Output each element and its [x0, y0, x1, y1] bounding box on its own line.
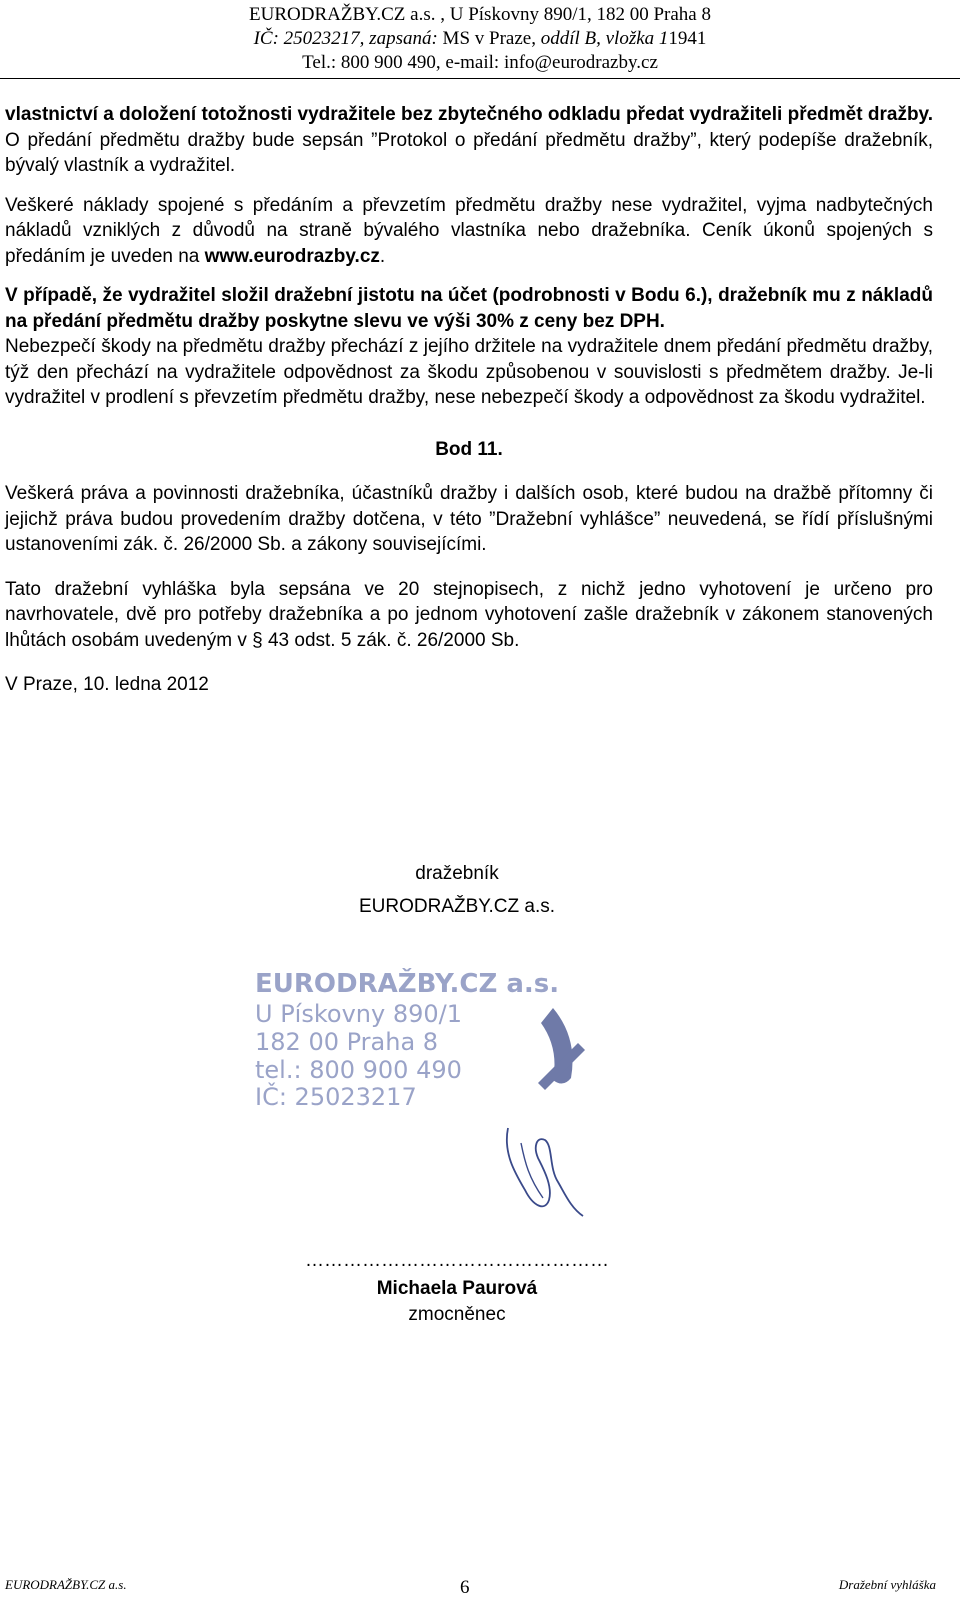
header-reg-d: 1941	[668, 28, 707, 49]
company-stamp	[253, 968, 633, 1218]
stamp-emblem	[538, 1008, 585, 1090]
paragraph-risk: Nebezpečí škody na předmětu dražby přechází z jejího držitele na vydražitele dnem předání předmětu dražby, týž den přechází na vydražitele odpovědnost za škodu způsobenou v souvislosti s předmětem dražby. Je-li vydražitel v prodlení s převzetím předmětu dražby, nese nebezpečí škody a odpovědnost za škodu vydražitel.	[5, 336, 933, 408]
paragraph-costs-end: .	[379, 245, 386, 267]
header-reg-b: MS v Praze,	[442, 28, 541, 49]
stamp-line-1: EURODRAŽBY.CZ a.s.	[255, 969, 560, 999]
document-body	[5, 102, 933, 698]
header-reg-c: oddíl B, vložka 1	[540, 28, 669, 49]
signature-company: EURODRAŽBY.CZ a.s.	[358, 896, 556, 917]
header-company-line: EURODRAŽBY.CZ a.s. , U Pískovny 890/1, 182 00 Praha 8	[249, 4, 711, 25]
stamp-line-3: 182 00 Praha 8	[255, 1028, 439, 1056]
signatory-title: zmocněnec	[408, 1304, 506, 1325]
header-registration-line	[0, 27, 960, 51]
paragraph-costs	[5, 193, 933, 270]
page-header	[0, 0, 960, 75]
paragraph-discount: V případě, že vydražitel složil dražební jistotu na účet (podrobnosti v Bodu 6.), dražebník mu z nákladů na předání předmětu dražby poskytne slevu ve výši 30% z ceny bez DPH.	[5, 285, 933, 332]
signatory-name: Michaela Paurová	[376, 1278, 538, 1299]
place-date: V Praze, 10. ledna 2012	[5, 674, 209, 695]
handwritten-signature	[507, 1128, 583, 1216]
footer-document-title: Dražební vyhláška	[838, 1577, 936, 1592]
section-title: Bod 11.	[435, 438, 503, 460]
paragraph-costs-text: Veškeré náklady spojené s předáním a převzetím předmětu dražby nese vydražitel, vyjma nadbytečných nákladů vzniklých z důvodů na straně bývalého vlastníka nebo dražebníka. Ceník úkonů spojených s předáním je uveden na	[5, 194, 933, 267]
paragraph-handover	[5, 102, 933, 179]
paragraph-handover-rest: O předání předmětu dražby bude sepsán ”Protokol o předání předmětu dražby”, který podepíše dražebník, bývalý vlastník a vydražitel.	[5, 129, 933, 176]
header-contact-line: Tel.: 800 900 490, e-mail: info@eurodrazby.cz	[302, 52, 658, 73]
stamp-line-5: IČ: 25023217	[255, 1083, 417, 1111]
signature-line: …………………………………………	[305, 1250, 609, 1271]
page-number: 6	[460, 1577, 470, 1598]
paragraph-copies: Tato dražební vyhláška byla sepsána ve 20 stejnopisech, z nichž jedno vyhotovení je určeno pro navrhovatele, dvě pro potřeby dražebníka a po jednom vyhotovení zašle dražebník v zákonem stanovených lhůtách osobám uvedeným v § 43 odst. 5 zák. č. 26/2000 Sb.	[5, 578, 933, 651]
signature-role: dražebník	[415, 863, 499, 884]
header-divider	[0, 78, 960, 79]
header-reg-a: IČ: 25023217, zapsaná:	[253, 28, 443, 49]
footer-company: EURODRAŽBY.CZ a.s.	[5, 1577, 127, 1592]
paragraph-handover-bold: vlastnictví a doložení totožnosti vydražitele bez zbytečného odkladu předat vydražiteli předmět dražby.	[5, 104, 933, 125]
stamp-line-4: tel.: 800 900 490	[255, 1056, 462, 1084]
website-link[interactable]: www.eurodrazby.cz	[204, 245, 380, 267]
stamp-line-2: U Pískovny 890/1	[255, 1000, 462, 1028]
paragraph-rights: Veškerá práva a povinnosti dražebníka, účastníků dražby i dalších osob, které budou na dražbě přítomny či jejichž práva budou provedením dražby dotčena, v této ”Dražební vyhlášce” neuvedená, se řídí příslušnými ustanoveními zák. č. 26/2000 Sb. a zákony souvisejícími.	[5, 483, 933, 555]
